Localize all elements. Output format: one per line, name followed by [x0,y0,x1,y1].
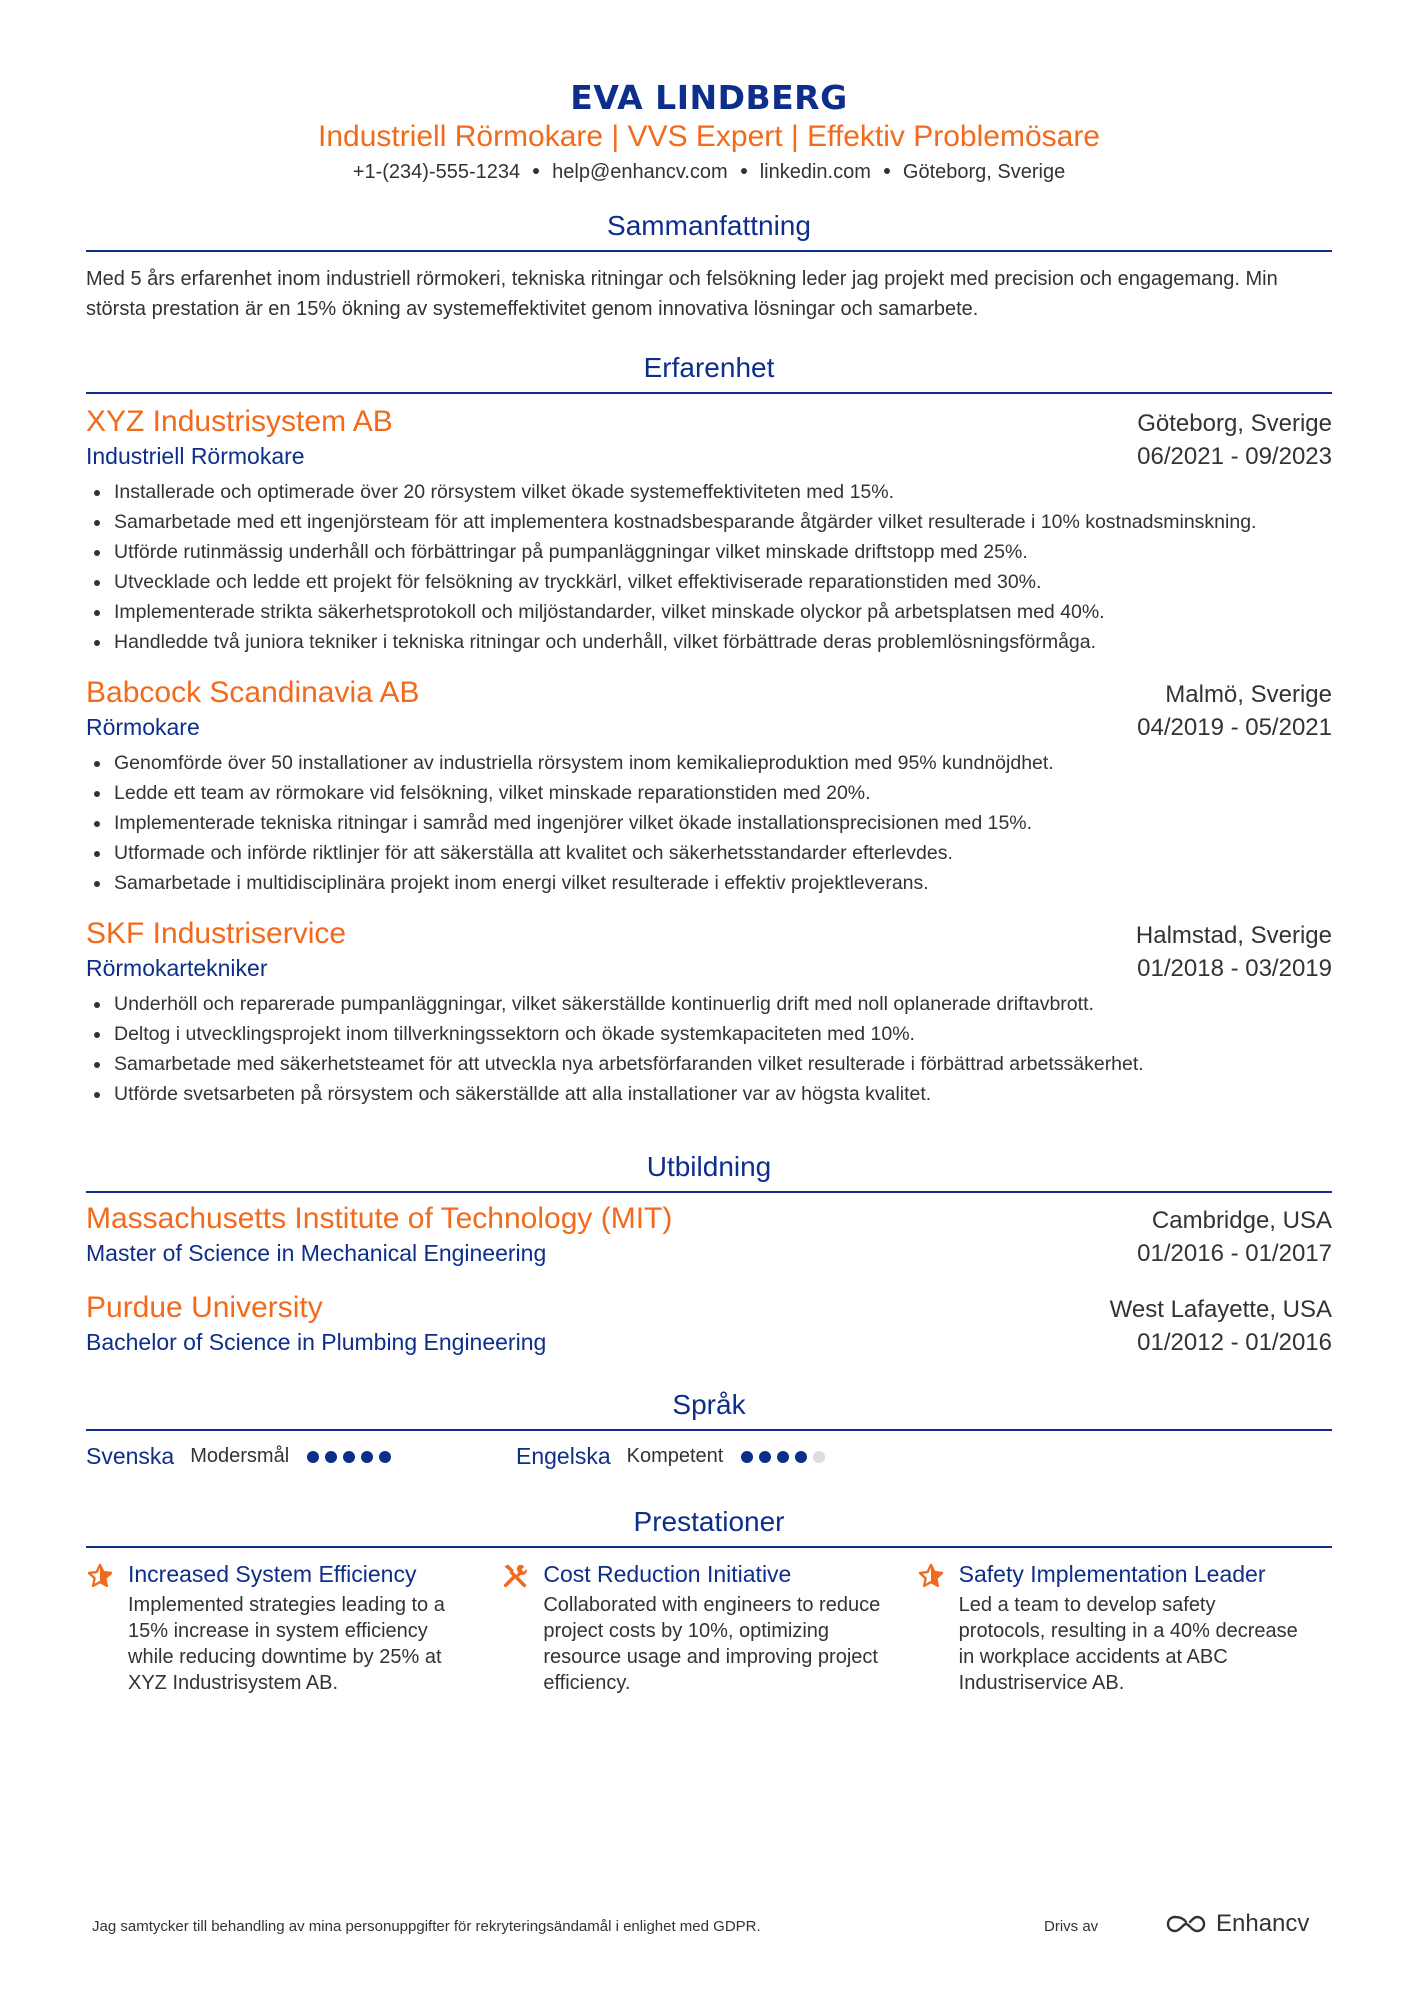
powered-by-label: Drivs av [1044,1918,1099,1935]
job-bullet: Samarbetade med säkerhetsteamet för att utveckla nya arbetsförfaranden vilket resulterade i förbättrad arbetssäkerhet. [86,1049,1332,1079]
achievement-description: Collaborated with engineers to reduce project costs by 10%, optimizing resource usage and improving project efficiency. [543,1594,881,1694]
achievement-title: Cost Reduction Initiative [543,1561,792,1587]
section-title-summary: Sammanfattning [86,208,1332,252]
job-bullet: Utvecklade och ledde ett projekt för felsökning av tryckkärl, vilket effektiviserade reparationstiden med 30%. [86,567,1332,597]
job-bullet: Genomförde över 50 installationer av industriella rörsystem inom kemikalieproduktion med 95% kundnöjdhet. [86,748,1332,778]
rating-dot [361,1451,373,1463]
education-school: Purdue University [86,1291,323,1324]
education-section [86,1149,1332,1359]
rating-dot [777,1451,789,1463]
job-role: Rörmokartekniker [86,955,268,981]
rating-dot [813,1451,825,1463]
brand-logo[interactable] [1164,1910,1309,1938]
language-level: Kompetent [626,1445,724,1467]
job-company: XYZ Industrisystem AB [86,405,393,438]
job-entry [86,675,1332,898]
gdpr-consent: Jag samtycker till behandling av mina personuppgifter för rekryteringsändamål i enlighet med GDPR. [92,1918,761,1935]
education-degree: Master of Science in Mechanical Engineering [86,1240,547,1266]
language-name: Engelska [516,1443,611,1469]
job-company: SKF Industriservice [86,917,347,950]
rating-dot [741,1451,753,1463]
section-title-achievements: Prestationer [86,1504,1332,1548]
experience-section [86,350,1332,1109]
rating-dot [795,1451,807,1463]
rating-dot [759,1451,771,1463]
resume-header [86,78,1332,186]
separator-dot [884,168,890,174]
contact-linkedin[interactable]: linkedin.com [759,161,871,183]
education-dates: 01/2016 - 01/2017 [1137,1240,1332,1267]
contact-email[interactable]: help@enhancv.com [552,161,728,183]
star-icon [917,1562,945,1590]
job-bullet: Samarbetade i multidisciplinära projekt inom energi vilket resulterade i effektiv projektleverans. [86,868,1332,898]
job-dates: 01/2018 - 03/2019 [1137,955,1332,982]
contact-phone: +1-(234)-555-1234 [352,161,521,183]
language-rating [741,1451,825,1463]
job-bullet: Utförde rutinmässig underhåll och förbättringar på pumpanläggningar vilket minskade driftstopp med 25%. [86,537,1332,567]
job-location: Malmö, Sverige [1165,681,1332,708]
job-role: Industriell Rörmokare [86,443,305,469]
section-title-education: Utbildning [86,1149,1332,1193]
job-bullet: Installerade och optimerade över 20 rörsystem vilket ökade systemeffektiviteten med 15%. [86,477,1332,507]
achievement-item [86,1558,501,1696]
language-item [86,1443,516,1470]
job-bullet: Ledde ett team av rörmokare vid felsökning, vilket minskade reparationstiden med 20%. [86,778,1332,808]
job-dates: 06/2021 - 09/2023 [1137,443,1332,470]
contact-location: Göteborg, Sverige [902,161,1066,183]
language-rating [307,1451,391,1463]
separator-dot [741,168,747,174]
language-level: Modersmål [190,1445,290,1467]
summary-text: Med 5 års erfarenhet inom industriell rörmokeri, tekniska ritningar och felsökning leder jag projekt med precision och engagemang. Min största prestation är en 15% ökning av systemeffektivitet genom innovativa lösningar och samarbete. [86,268,1278,320]
achievement-title: Increased System Efficiency [128,1561,417,1587]
rating-dot [343,1451,355,1463]
rating-dot [379,1451,391,1463]
job-bullet: Utförde svetsarbeten på rörsystem och säkerställde att alla installationer var av högsta kvalitet. [86,1079,1332,1109]
job-bullet: Implementerade strikta säkerhetsprotokoll och miljöstandarder, vilket minskade olyckor på arbetsplatsen med 40%. [86,597,1332,627]
separator-dot [533,168,539,174]
education-location: Cambridge, USA [1151,1207,1332,1234]
resume-page [86,78,1332,1696]
star-icon [86,1562,114,1590]
rating-dot [325,1451,337,1463]
contact-line [86,158,1332,186]
job-dates: 04/2019 - 05/2021 [1137,714,1332,741]
achievement-item [917,1558,1332,1696]
language-name: Svenska [86,1443,175,1469]
job-bullet: Deltog i utvecklingsprojekt inom tillverkningssektorn och ökade systemkapaciteten med 10%. [86,1019,1332,1049]
education-degree: Bachelor of Science in Plumbing Engineering [86,1329,547,1355]
candidate-name: EVA LINDBERG [570,78,848,117]
education-entry [86,1201,1332,1270]
job-location: Göteborg, Sverige [1137,410,1332,437]
job-bullet: Samarbetade med ett ingenjörsteam för att implementera kostnadsbesparande åtgärder vilket resulterade i 10% kostnadsminskning. [86,507,1332,537]
education-school: Massachusetts Institute of Technology (MIT) [86,1202,673,1235]
candidate-tagline: Industriell Rörmokare | VVS Expert | Effektiv Problemösare [317,120,1100,153]
tools-icon [501,1562,529,1590]
job-bullet: Underhöll och reparerade pumpanläggningar, vilket säkerställde kontinuerlig drift med noll oplanerade driftavbrott. [86,989,1332,1019]
job-bullet: Implementerade tekniska ritningar i samråd med ingenjörer vilket ökade installationsprecisionen med 15%. [86,808,1332,838]
job-bullets [86,477,1332,657]
section-title-experience: Erfarenhet [86,350,1332,394]
job-company: Babcock Scandinavia AB [86,676,420,709]
education-dates: 01/2012 - 01/2016 [1137,1329,1332,1356]
job-bullets [86,989,1332,1109]
job-role: Rörmokare [86,714,200,740]
job-bullet: Handledde två juniora tekniker i tekniska ritningar och underhåll, vilket förbättrade deras problemlösningsförmåga. [86,627,1332,657]
achievement-item [501,1558,916,1696]
language-item [516,1443,946,1470]
achievements-section [86,1504,1332,1696]
job-bullets [86,748,1332,898]
job-bullet: Utformade och införde riktlinjer för att säkerställa att kvalitet och säkerhetsstandarder efterlevdes. [86,838,1332,868]
infinity-logo-icon [1164,1913,1208,1935]
summary-section [86,208,1332,324]
achievement-description: Led a team to develop safety protocols, resulting in a 40% decrease in workplace accidents at ABC Industriservice AB. [958,1594,1298,1694]
job-entry [86,404,1332,657]
job-location: Halmstad, Sverige [1135,922,1332,949]
achievement-description: Implemented strategies leading to a 15% increase in system efficiency while reducing downtime by 25% at XYZ Industrisystem AB. [128,1594,445,1694]
rating-dot [307,1451,319,1463]
job-entry [86,916,1332,1109]
education-location: West Lafayette, USA [1109,1296,1332,1323]
achievement-title: Safety Implementation Leader [958,1561,1266,1587]
languages-section [86,1387,1332,1470]
education-entry [86,1290,1332,1359]
section-title-languages: Språk [86,1387,1332,1431]
brand-name: Enhancv [1216,1910,1310,1937]
